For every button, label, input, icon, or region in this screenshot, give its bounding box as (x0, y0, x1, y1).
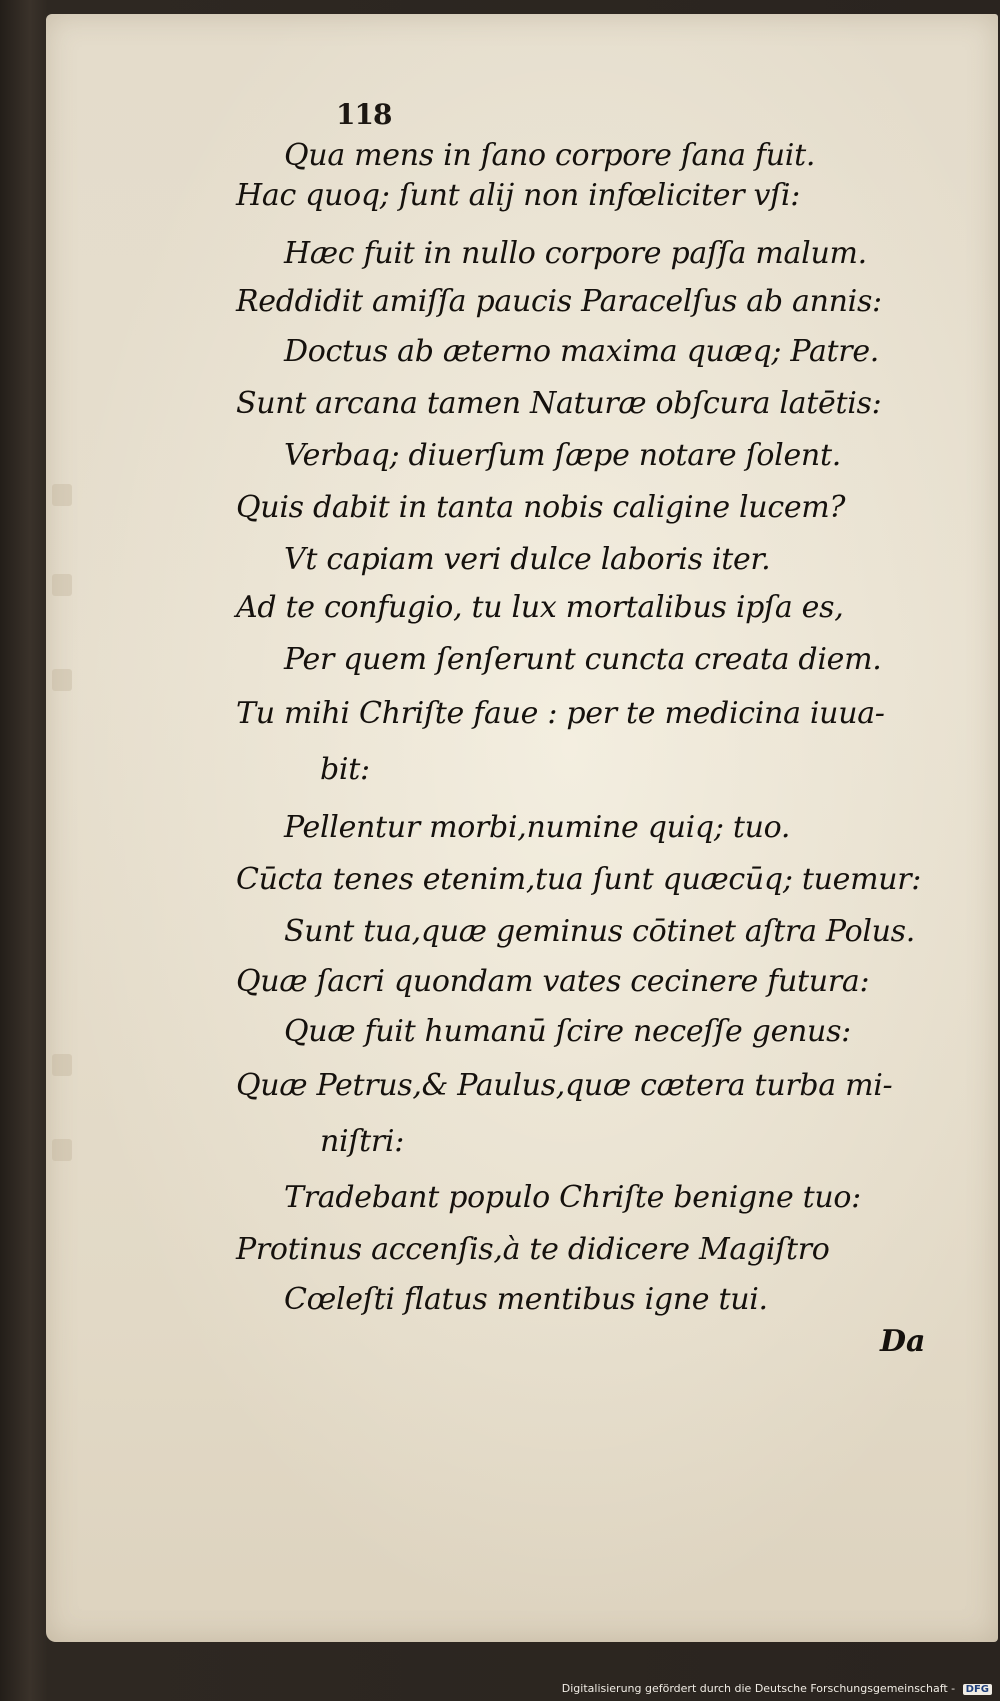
page-number: 118 (336, 98, 392, 131)
book-page (46, 14, 998, 1642)
verse-line: bit: (320, 752, 370, 787)
verse-line: Quæ fuit humanū ſcire neceſſe genus: (284, 1014, 851, 1049)
digitization-credit (562, 1682, 992, 1695)
bleed-through-mark (52, 1054, 72, 1076)
verse-line: Sunt tua,quæ geminus cōtinet aſtra Polus. (284, 914, 915, 949)
bleed-through-mark (52, 484, 72, 506)
verse-line: Per quem ſenſerunt cuncta creata diem. (284, 642, 882, 677)
verse-line: Verbaq; diuerſum ſæpe notare ſolent. (284, 438, 841, 473)
verse-line: Tu mihi Chriſte faue : per te medicina iuua- (236, 696, 885, 731)
verse-line: Reddidit amiſſa paucis Paracelſus ab annis: (236, 284, 882, 319)
verse-line: Quis dabit in tanta nobis caligine lucem? (236, 490, 846, 525)
verse-line: Sunt arcana tamen Naturæ obſcura latētis: (236, 386, 882, 421)
verse-line: Hæc fuit in nullo corpore paſſa malum. (284, 236, 867, 271)
credit-text: Digitalisierung gefördert durch die Deutsche Forschungsgemeinschaft - (561, 1682, 956, 1695)
verse-line: Doctus ab æterno maxima quæq; Patre. (284, 334, 880, 369)
verse-line: Qua mens in ſano corpore ſana fuit. (284, 138, 816, 173)
dfg-logo: DFG (963, 1684, 992, 1695)
verse-line: Ad te confugio, tu lux mortalibus ipſa es, (236, 590, 844, 625)
verse-line: Cūcta tenes etenim,tua ſunt quæcūq; tuemur: (236, 862, 922, 897)
verse-line: Vt capiam veri dulce laboris iter. (284, 542, 771, 577)
bleed-through-mark (52, 574, 72, 596)
verse-line: Cœleſti flatus mentibus igne tui. (284, 1282, 768, 1317)
bleed-through-mark (52, 669, 72, 691)
verse-line: niſtri: (320, 1124, 405, 1159)
verse-line: Quæ ſacri quondam vates cecinere futura: (236, 964, 870, 999)
verse-line: Pellentur morbi,numine quiq; tuo. (284, 810, 791, 845)
verse-line: Protinus accenſis,à te didicere Magiſtro (236, 1232, 830, 1267)
catchword: Da (880, 1324, 926, 1359)
verse-line: Hac quoq; ſunt alij non infœliciter vſi: (236, 178, 801, 213)
verse-line: Tradebant populo Chriſte benigne tuo: (284, 1180, 861, 1215)
verse-line: Quæ Petrus,& Paulus,quæ cætera turba mi- (236, 1068, 893, 1103)
bleed-through-mark (52, 1139, 72, 1161)
